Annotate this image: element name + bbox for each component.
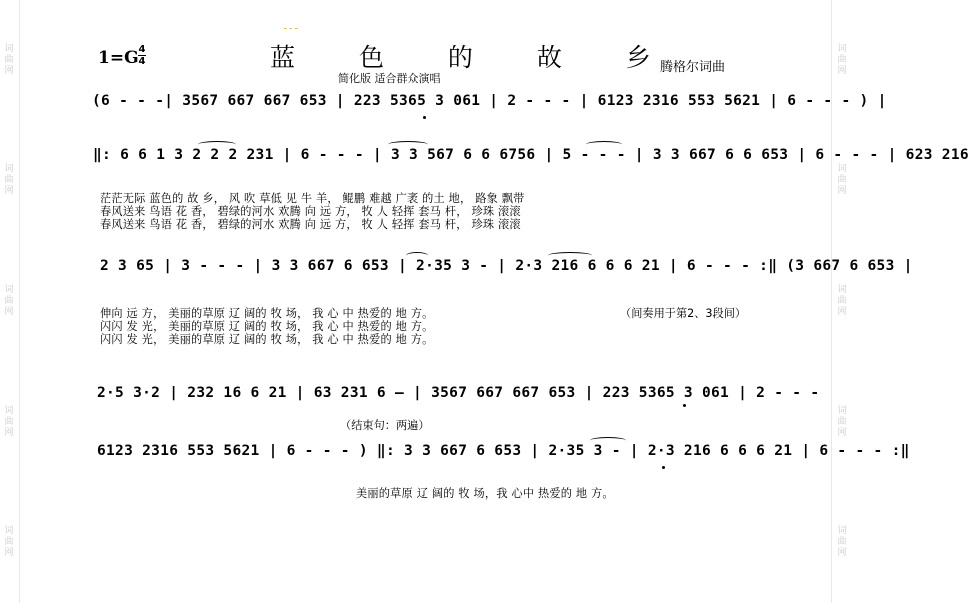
- watermark-char: 词: [4, 164, 14, 175]
- watermark-char: 词: [837, 164, 847, 175]
- watermark-char: 曲: [4, 54, 14, 65]
- watermark-char: 网: [4, 306, 14, 317]
- watermark-char: 曲: [837, 295, 847, 306]
- watermark-char: 词: [837, 405, 847, 416]
- watermark-char: 词: [837, 43, 847, 54]
- slur-mark: [548, 252, 592, 259]
- watermark-char: 网: [4, 65, 14, 76]
- lyric-line-coda: 美丽的草原 辽 阔的 牧 场，我 心中 热爱的 地 方。: [356, 487, 614, 500]
- watermark-char: 网: [837, 427, 847, 438]
- watermark-char: 网: [837, 186, 847, 197]
- slur-mark: [590, 437, 626, 444]
- octave-dot: [662, 466, 665, 469]
- slur-mark: [406, 252, 428, 259]
- lyric-line-2a: 伸向 远 方， 美丽的草原 辽 阔的 牧 场， 我 心 中 热爱的 地 方。: [100, 307, 434, 320]
- composer-credit: 腾格尔词曲: [660, 60, 726, 75]
- song-subtitle: 简化版 适合群众演唱: [338, 72, 441, 85]
- lyric-line-1b: 春风送来 鸟语 花 香， 碧绿的河水 欢腾 向 远 方， 牧 人 轻挥 套马 杆， 珍珠 滚滚: [100, 205, 521, 218]
- watermark-char: 词: [4, 526, 14, 537]
- watermark-char: 曲: [4, 416, 14, 427]
- watermark-group: [837, 406, 846, 439]
- watermark-char: 曲: [837, 175, 847, 186]
- watermark-group: [4, 285, 13, 318]
- watermark-char: 词: [837, 284, 847, 295]
- slur-mark: [198, 141, 236, 148]
- watermark-group: [4, 526, 13, 559]
- song-title: 蓝 色 的 故 乡: [270, 43, 679, 72]
- title-decoration: ˜˜˜: [283, 28, 300, 38]
- time-signature: [138, 44, 146, 67]
- time-signature-bottom: 4: [138, 56, 146, 67]
- watermark-group: [4, 406, 13, 439]
- watermark-char: 曲: [4, 175, 14, 186]
- watermark-char: 曲: [837, 416, 847, 427]
- slur-mark: [586, 141, 622, 148]
- watermark-group: [837, 526, 846, 559]
- watermark-char: 曲: [837, 54, 847, 65]
- watermark-left: [0, 0, 18, 603]
- notation-row-verse-2: 2 3 65 | 3 - - - | 3 3 667 6 653 | 2·35 3 - | 2·3 216 6 6 6 21 | 6 - - - :‖ (3 667 6 653 |: [100, 258, 913, 274]
- lyric-line-1a: 茫茫无际 蓝色的 故 乡， 风 吹 草低 见 牛 羊， 鲲鹏 难越 广袤 的土 地， 路象 飘带: [100, 192, 525, 205]
- watermark-char: 曲: [4, 537, 14, 548]
- watermark-group: [837, 44, 846, 77]
- watermark-right: [833, 0, 851, 603]
- watermark-char: 网: [4, 427, 14, 438]
- margin-rule-left: [19, 0, 20, 603]
- octave-dot: [423, 116, 426, 119]
- notation-row-intro: (6 - - -| 3567 667 667 653 | 223 5365 3 061 | 2 - - - | 6123 2316 553 5621 | 6 - - - ) |: [92, 93, 887, 109]
- watermark-char: 词: [4, 43, 14, 54]
- watermark-char: 词: [4, 405, 14, 416]
- notation-row-interlude: 2·5 3·2 | 232 16 6 21 | 63 231 6 — | 3567 667 667 653 | 223 5365 3 061 | 2 - - -: [97, 385, 820, 401]
- lyric-line-2b: 闪闪 发 光， 美丽的草原 辽 阔的 牧 场， 我 心 中 热爱的 地 方。: [100, 320, 434, 333]
- notation-row-coda: 6123 2316 553 5621 | 6 - - - ) ‖: 3 3 667 6 653 | 2·35 3 - | 2·3 216 6 6 6 21 | 6 - - - :‖: [97, 443, 910, 459]
- watermark-char: 网: [837, 65, 847, 76]
- octave-dot: [683, 404, 686, 407]
- lyric-line-1c: 春风送来 鸟语 花 香， 碧绿的河水 欢腾 向 远 方， 牧 人 轻挥 套马 杆， 珍珠 滚滚: [100, 218, 521, 231]
- slur-mark: [388, 141, 428, 148]
- ending-note: （结束句：两遍）: [340, 419, 430, 432]
- notation-row-verse-1: ‖: 6 6 1 3 2 2 2 231 | 6 - - - | 3 3 567 6 6 6756 | 5 - - - | 3 3 667 6 6 653 | 6 - - - | 623 216: [93, 147, 969, 163]
- watermark-char: 网: [837, 548, 847, 559]
- watermark-char: 网: [837, 306, 847, 317]
- watermark-char: 词: [4, 284, 14, 295]
- watermark-char: 词: [837, 526, 847, 537]
- watermark-char: 网: [4, 548, 14, 559]
- watermark-group: [4, 44, 13, 77]
- watermark-char: 曲: [837, 537, 847, 548]
- watermark-group: [4, 164, 13, 197]
- interlude-note: （间奏用于第2、3段间）: [620, 307, 747, 320]
- key-signature: 1=G: [98, 48, 139, 68]
- margin-rule-right: [831, 0, 832, 603]
- time-signature-top: 4: [138, 44, 146, 55]
- lyric-line-2c: 闪闪 发 光， 美丽的草原 辽 阔的 牧 场， 我 心 中 热爱的 地 方。: [100, 333, 434, 346]
- watermark-char: 网: [4, 186, 14, 197]
- watermark-group: [837, 164, 846, 197]
- watermark-group: [837, 285, 846, 318]
- watermark-char: 曲: [4, 295, 14, 306]
